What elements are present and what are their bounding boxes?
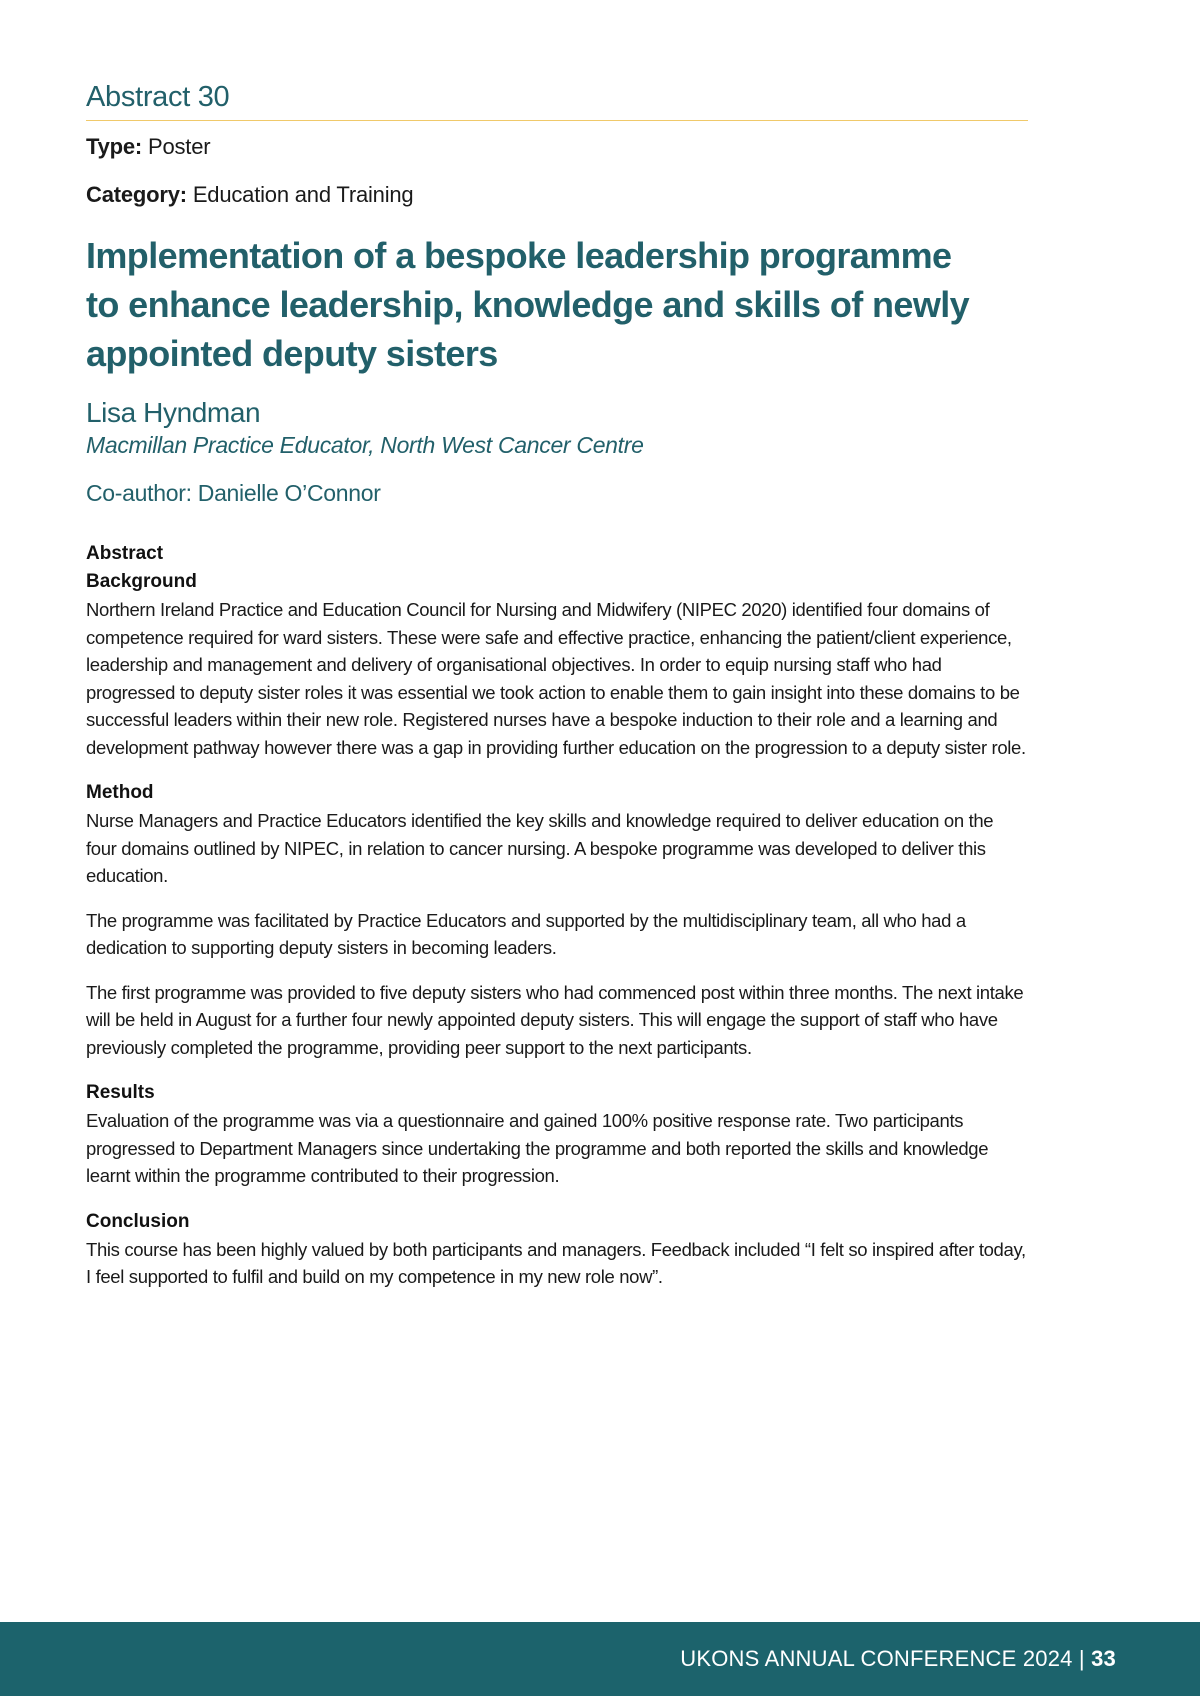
type-label: Type: [86, 134, 143, 159]
paragraph: The first programme was provided to five deputy sisters who had commenced post within three months. The next intake will be held in August for a further four newly appointed deputy sisters. This will engage the support of staff who have previously completed the programme, providing peer support to the next participants. [86, 981, 1024, 1058]
section-method [86, 779, 1028, 1061]
section-conclusion [86, 1208, 1028, 1291]
section-heading: Method [86, 782, 154, 803]
author-name: Lisa Hyndman [86, 397, 261, 428]
paragraph: The programme was facilitated by Practice Educators and supported by the multidisciplinary team, all who had a dedication to supporting deputy sisters in becoming leaders. [86, 909, 966, 958]
section-results [86, 1079, 1028, 1190]
page-footer [0, 1622, 1200, 1696]
type-value: Poster [147, 134, 211, 159]
category-label: Category: [86, 182, 187, 207]
section-heading: Background [86, 571, 197, 592]
abstract-title: Implementation of a bespoke leadership programme to enhance leadership, knowledge and skills of newly appointed deputy sisters [86, 235, 970, 374]
conference-name: UKONS ANNUAL CONFERENCE 2024 [680, 1646, 1073, 1671]
type-line [86, 133, 1028, 161]
paragraph: Northern Ireland Practice and Education Council for Nursing and Midwifery (NIPEC 2020) identified four domains of competence required for ward sisters. These were safe and effective practice, enhancing the patient/client experience, leadership and management and delivery of organisational objectives. In order to equip nursing staff who had progressed to deputy sister roles it was essential we took action to enable them to gain insight into these domains to be successful leaders within their new role. Registered nurses have a bespoke induction to their role and a learning and development pathway however there was a gap in providing further education on the progression to a deputy sister role. [86, 599, 1026, 758]
coauthor: Co-author: Danielle O’Connor [86, 480, 381, 506]
footer-separator: | [1078, 1646, 1085, 1671]
category-value: Education and Training [192, 182, 414, 207]
author-affiliation: Macmillan Practice Educator, North West Cancer Centre [86, 432, 644, 458]
abstract-body [86, 568, 1028, 1291]
section-background [86, 568, 1028, 761]
abstract-page [86, 78, 1028, 1291]
section-heading: Conclusion [86, 1210, 190, 1232]
category-line [86, 181, 1028, 209]
abstract-number: Abstract 30 [86, 78, 1028, 121]
abstract-heading: Abstract [86, 543, 164, 564]
footer-text [680, 1622, 1116, 1696]
paragraph: Nurse Managers and Practice Educators identified the key skills and knowledge required to deliver education on the four domains outlined by NIPEC, in relation to cancer nursing. A bespoke programme was developed to deliver this education. [86, 810, 994, 886]
section-heading: Results [86, 1082, 155, 1103]
paragraph: Evaluation of the programme was via a questionnaire and gained 100% positive response rate. Two participants progressed to Department Managers since undertaking the programme and both reported the skills and knowledge learnt within the programme contributed to their progression. [86, 1110, 989, 1186]
paragraph: This course has been highly valued by both participants and managers. Feedback included “I felt so inspired after today, I feel supported to fulfil and build on my competence in my new role now”. [86, 1238, 1026, 1287]
page-number: 33 [1091, 1646, 1116, 1671]
